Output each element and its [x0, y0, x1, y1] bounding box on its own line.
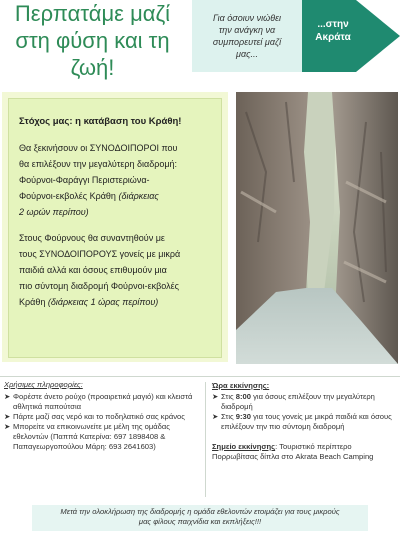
schedule-item [212, 412, 398, 432]
title-line: ζωή! [70, 55, 115, 80]
goal-heading: Στόχος μας: η κατάβαση του Κράθη! [19, 116, 182, 127]
duration-note: (διάρκειας 1 ώρας περίπου) [47, 297, 159, 307]
tagline-line: μας... [236, 49, 258, 59]
tagline-box [192, 0, 302, 72]
start-point [212, 442, 398, 462]
gorge-photo [236, 92, 398, 364]
goal-line: θα επιλέξουν την μεγαλύτερη διαδρομή: [19, 159, 178, 169]
goal-line: τους ΣΥΝΟΔΟΙΠΟΡΟΥΣ γονείς με μικρά [19, 249, 181, 259]
goal-paragraph-2 [19, 230, 211, 310]
schedule-text: Στις [221, 392, 236, 401]
info-item [4, 412, 200, 422]
duration-note: (διάρκειας [118, 191, 159, 201]
useful-info [4, 380, 200, 452]
start-info [212, 381, 398, 462]
footer-note [32, 505, 368, 531]
arrow-bullet-icon: ➤ [212, 412, 219, 421]
goal-panel [8, 98, 222, 358]
arrow-bullet-icon: ➤ [4, 392, 11, 401]
info-item [4, 422, 200, 452]
title-line: στη φύση και τη [15, 28, 170, 53]
duration-note: 2 ωρών περίπου) [19, 207, 89, 217]
goal-line: Φούρνοι-εκβολές Κράθη [19, 191, 116, 201]
schedule-text: για όσους επιλέξουν την μεγαλύτερη διαδρομή [221, 392, 375, 411]
info-item-text: Φορέστε άνετο ρούχο (προαιρετικά μαγιό) και κλειστά αθλητικά παπούτσια [13, 392, 193, 411]
footer-line: μας φίλους παιχνίδια και εκπλήξεις!!! [138, 517, 262, 526]
footer-line: Μετά την ολοκλήρωση της διαδρομής η ομάδα εθελοντών ετοιμάζει για τους μικρούς [60, 507, 340, 516]
schedule-text: Στις [221, 412, 236, 421]
info-item-text: Πάρτε μαζί σας νερό και το ποδηλατικό σας κράνος [13, 412, 185, 421]
arrow-label [302, 18, 364, 44]
start-point-text: : Τουριστικό περίπτερο Πορρωβίτσας δίπλα στο Akrata Beach Camping [212, 442, 374, 461]
arrow-bullet-icon: ➤ [4, 422, 11, 431]
title-line: Περπατάμε μαζί [14, 1, 171, 26]
goal-line: Κράθη [19, 297, 46, 307]
column-divider [205, 382, 206, 497]
start-time-heading: Ώρα εκκίνησης: [212, 381, 270, 390]
goal-line: Φούρνοι-Φαράγγι Περιστεριώνα- [19, 175, 150, 185]
arrow-bullet-icon: ➤ [212, 392, 219, 401]
schedule-text: για τους γονείς με μικρά παιδιά και όσους επιλέξουν την πιο σύντομη διαδρομή [221, 412, 392, 431]
arrow-line: ...στην [317, 19, 349, 30]
tagline-line: συμπορευτεί μαζί [212, 37, 282, 47]
tagline-line: την ανάγκη να [218, 25, 276, 35]
goal-line: Στους Φούρνους θα συναντηθούν με [19, 233, 165, 243]
divider [0, 376, 400, 377]
start-time: 8:00 [235, 392, 251, 401]
location-arrow [302, 0, 400, 72]
info-item-text: Μπορείτε να επικοινωνείτε με μέλη της ομάδας εθελοντών (Παππά Κατερίνα: 697 1898408 & Παπαγεωργοπούλου Μάρη: 693 2641603) [13, 422, 170, 451]
goal-paragraph-1 [19, 140, 211, 220]
info-heading: Χρήσιμες πληροφορίες: [4, 380, 83, 389]
schedule-item [212, 392, 398, 412]
page-title [0, 0, 185, 81]
goal-line: Θα ξεκινήσουν οι ΣΥΝΟΔΟΙΠΟΡΟΙ που [19, 143, 178, 153]
start-point-label: Σημείο εκκίνησης [212, 442, 276, 451]
arrow-bullet-icon: ➤ [4, 412, 11, 421]
arrow-line: Ακράτα [315, 32, 351, 43]
goal-line: πιο σύντομη διαδρομή Φούρνοι-εκβολές [19, 281, 179, 291]
info-item [4, 392, 200, 412]
tagline-line: Για όσοιυν νιώθει [212, 13, 282, 23]
goal-line: παιδιά αλλά και όσους επιθυμούν μια [19, 265, 167, 275]
start-time: 9:30 [235, 412, 251, 421]
